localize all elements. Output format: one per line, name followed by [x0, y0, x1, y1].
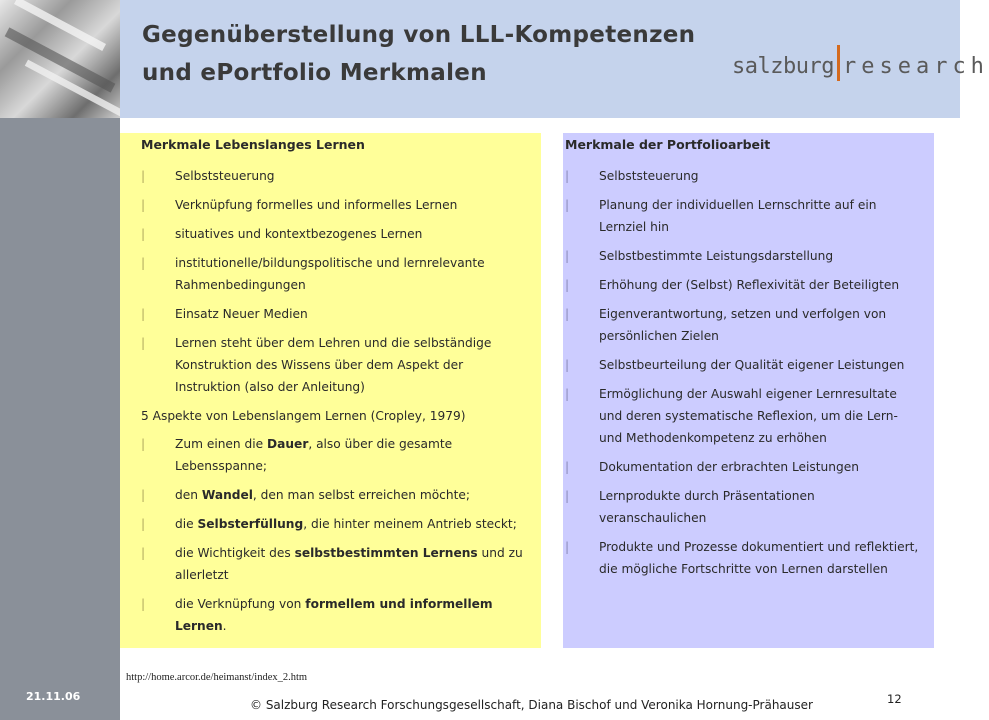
portfolio-feature-item [565, 303, 922, 347]
portfolio-feature-text: Eigenverantwortung, setzen und verfolgen von persönlichen Zielen [599, 307, 887, 343]
portfolio-feature-text: Produkte und Prozesse dokumentiert und reflektiert, die mögliche Fortschritte von Lernen darstellen [599, 540, 919, 576]
bullet-marker: | [141, 517, 146, 531]
bullet-marker: | [565, 358, 570, 372]
aspect-text-bold: formellem und informellem Lernen [175, 597, 493, 633]
aspect-text-pre: den [175, 488, 202, 502]
lll-feature-text: Selbststeuerung [175, 169, 275, 183]
logo-text-research: research [842, 54, 989, 79]
portfolio-feature-item [565, 245, 922, 267]
slide-title [142, 16, 695, 92]
bullet-marker: | [565, 489, 570, 503]
salzburg-research-logo [732, 45, 989, 81]
portfolio-feature-list [565, 165, 922, 580]
lll-feature-item [141, 223, 529, 245]
bullet-marker: | [141, 198, 146, 212]
aspect-text-pre: die [175, 517, 198, 531]
portfolio-heading: Merkmale der Portfolioarbeit [565, 137, 771, 152]
aspect-text-post: , also über die gesamte Lebensspanne; [175, 437, 453, 473]
aspect-text-bold: selbstbestimmten Lernens [294, 546, 478, 560]
aspect-text-pre: Zum einen die [175, 437, 268, 451]
bullet-marker: | [141, 227, 146, 241]
bullet-marker: | [565, 249, 570, 263]
bullet-marker: | [565, 387, 570, 401]
aspect-text-pre: die Wichtigkeit des [175, 546, 295, 560]
bullet-marker: | [565, 460, 570, 474]
lll-feature-list [141, 165, 529, 398]
lll-feature-item [141, 252, 529, 296]
lll-feature-item [141, 165, 529, 187]
lll-feature-item [141, 194, 529, 216]
aspect-text-post: . [222, 619, 227, 633]
lll-heading: Merkmale Lebenslanges Lernen [141, 137, 365, 152]
sidebar-bar [0, 118, 120, 720]
bullet-marker: | [141, 597, 146, 611]
bullet-marker: | [565, 169, 570, 183]
portfolio-feature-item [565, 383, 922, 449]
portfolio-feature-text: Selbstbestimmte Leistungsdarstellung [599, 249, 834, 263]
slide-date: 21.11.06 [26, 690, 81, 703]
portfolio-feature-text: Erhöhung der (Selbst) Reflexivität der Beteiligten [599, 278, 900, 292]
bullet-marker: | [141, 169, 146, 183]
portfolio-feature-item [565, 485, 922, 529]
portfolio-feature-text: Lernprodukte durch Präsentationen veranschaulichen [599, 489, 815, 525]
slide-header [120, 0, 989, 118]
bullet-marker: | [141, 488, 146, 502]
bullet-marker: | [565, 278, 570, 292]
logo-text-salzburg: salzburg [732, 54, 834, 79]
lll-feature-text: situatives und kontextbezogenes Lernen [175, 227, 423, 241]
cropley-aspect-item [141, 513, 529, 535]
portfolio-feature-text: Selbststeuerung [599, 169, 699, 183]
cropley-aspect-item [141, 593, 529, 637]
bullet-marker: | [141, 256, 146, 270]
cropley-aspect-item [141, 433, 529, 477]
aspect-text-post: , die hinter meinem Antrieb steckt; [303, 517, 517, 531]
portfolio-feature-text: Planung der individuellen Lernschritte auf ein Lernziel hin [599, 198, 877, 234]
portfolio-feature-item [565, 165, 922, 187]
portfolio-feature-text: Ermöglichung der Auswahl eigener Lernresultate und deren systematische Reflexion, um die Lern- und Methodenkompetenz zu erhöhen [599, 387, 898, 445]
cropley-aspect-list [141, 433, 529, 637]
bullet-marker: | [141, 336, 146, 350]
aspect-text-post: und zu allerletzt [175, 546, 523, 582]
portfolio-features-column [563, 133, 934, 648]
aspect-text-post: , den man selbst erreichen möchte; [252, 488, 470, 502]
bullet-marker: | [141, 307, 146, 321]
cropley-aspect-item [141, 542, 529, 586]
keyboard-photo [0, 0, 120, 118]
aspect-text-bold: Dauer [267, 437, 309, 451]
lll-feature-text: Verknüpfung formelles und informelles Lernen [175, 198, 458, 212]
lll-feature-text: institutionelle/bildungspolitische und lernrelevante Rahmenbedingungen [175, 256, 485, 292]
bullet-marker: | [141, 437, 146, 451]
logo-divider-bar [837, 45, 840, 81]
bullet-marker: | [565, 198, 570, 212]
cropley-subheading: 5 Aspekte von Lebenslangem Lernen (Cropley, 1979) [141, 409, 466, 423]
lll-feature-item [141, 332, 529, 398]
aspect-text-pre: die Verknüpfung von [175, 597, 306, 611]
lll-features-column [120, 133, 541, 648]
portfolio-feature-item [565, 194, 922, 238]
bullet-marker: | [565, 540, 570, 554]
lll-feature-text: Lernen steht über dem Lehren und die selbständige Konstruktion des Wissens über dem Aspekt der Instruktion (also der Anleitung) [175, 336, 492, 394]
lll-feature-text: Einsatz Neuer Medien [175, 307, 308, 321]
cropley-aspect-item [141, 484, 529, 506]
aspect-text-bold: Wandel [201, 488, 253, 502]
source-url: http://home.arcor.de/heimanst/index_2.htm [126, 672, 308, 683]
portfolio-feature-text: Selbstbeurteilung der Qualität eigener Leistungen [599, 358, 905, 372]
bullet-marker: | [141, 546, 146, 560]
portfolio-feature-item [565, 354, 922, 376]
title-line-1: Gegenüberstellung von LLL-Kompetenzen [142, 22, 696, 48]
title-line-2: und ePortfolio Merkmalen [142, 60, 487, 86]
portfolio-feature-item [565, 456, 922, 478]
bullet-marker: | [565, 307, 570, 321]
page-number: 12 [887, 692, 902, 706]
aspect-text-bold: Selbsterfüllung [197, 517, 304, 531]
portfolio-feature-item [565, 274, 922, 296]
portfolio-feature-item [565, 536, 922, 580]
copyright-notice: © Salzburg Research Forschungsgesellschaft, Diana Bischof und Veronika Hornung-Prähauser [250, 698, 813, 712]
lll-feature-item [141, 303, 529, 325]
portfolio-feature-text: Dokumentation der erbrachten Leistungen [599, 460, 859, 474]
